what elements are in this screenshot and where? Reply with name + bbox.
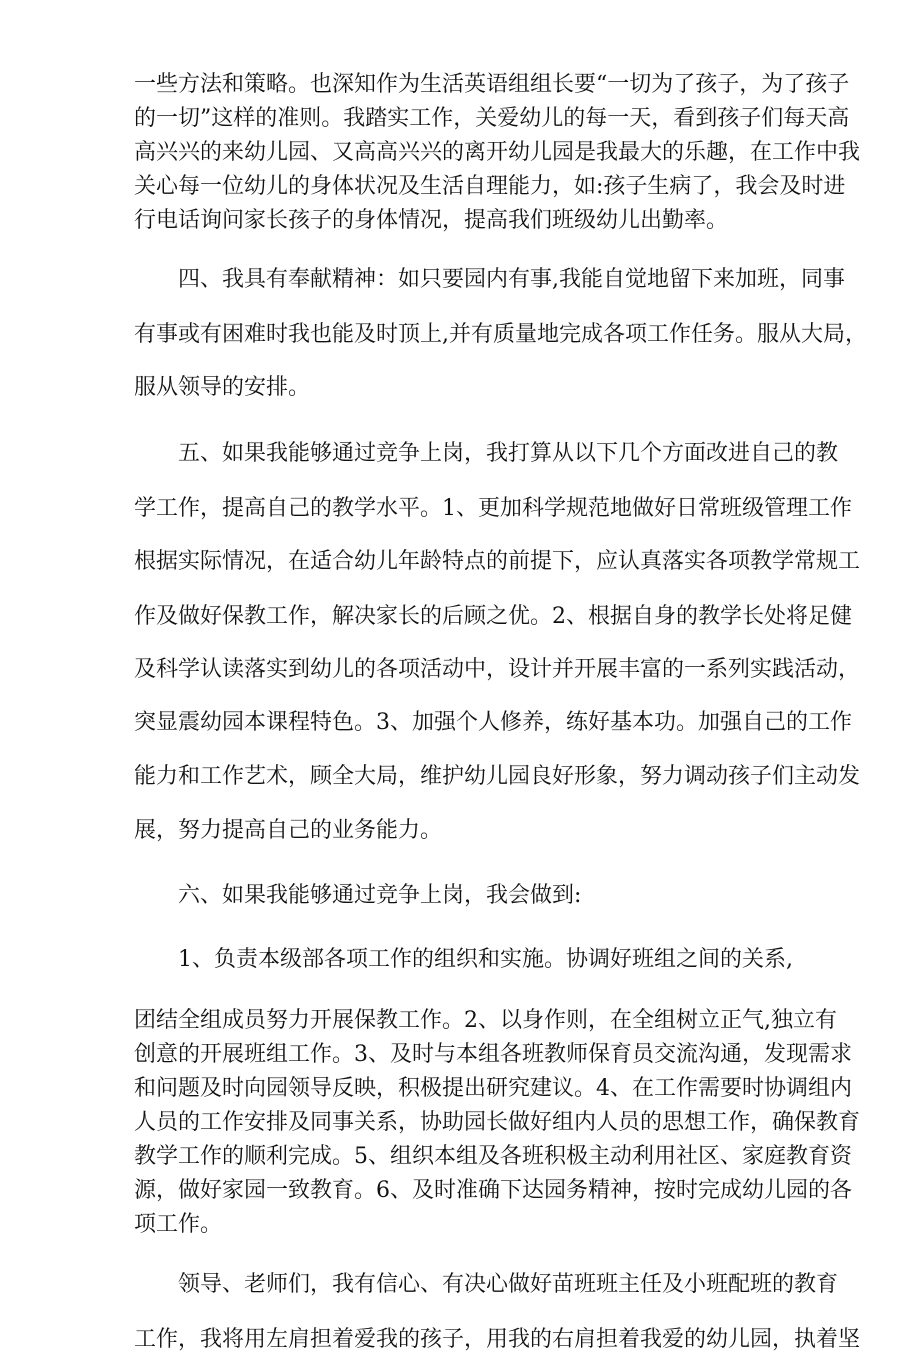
paragraph-line: 工作，我将用左肩担着爱我的孩子，用我的右肩担着我爱的幼儿园，执着坚: [134, 1327, 861, 1352]
paragraph-line: 人员的工作安排及同事关系，协助园长做好组内人员的思想工作，确保教育: [134, 1110, 861, 1135]
paragraph-line: 1、负责本级部各项工作的组织和实施。协调好班组之间的关系,: [178, 947, 793, 972]
paragraph-line: 五、如果我能够通过竞争上岗，我打算从以下几个方面改进自己的教: [178, 441, 839, 466]
paragraph-line: 源，做好家园一致教育。6、及时准确下达园务精神，按时完成幼儿园的各: [134, 1178, 852, 1203]
paragraph-line: 一些方法和策略。也深知作为生活英语组组长要“一切为了孩子，为了孩子: [134, 72, 850, 97]
paragraph-line: 有事或有困难时我也能及时顶上,并有质量地完成各项工作任务。服从大局，: [134, 322, 867, 347]
paragraph-line: 创意的开展班组工作。3、及时与本组各班教师保育员交流沟通，发现需求: [134, 1042, 852, 1067]
paragraph-line: 高兴兴的来幼儿园、又高高兴兴的离开幼儿园是我最大的乐趣，在工作中我: [134, 140, 861, 165]
paragraph-line: 突显震幼园本课程特色。3、加强个人修养，练好基本功。加强自己的工作: [134, 710, 852, 735]
paragraph-line: 展，努力提高自己的业务能力。: [134, 818, 443, 843]
paragraph-line: 领导、老师们，我有信心、有决心做好苗班班主任及小班配班的教育: [178, 1272, 839, 1297]
paragraph-line: 教学工作的顺利完成。5、组织本组及各班积极主动利用社区、家庭教育资: [134, 1144, 852, 1169]
paragraph-line: 四、我具有奉献精神：如只要园内有事,我能自觉地留下来加班，同事: [178, 267, 845, 292]
paragraph-line: 的一切”这样的准则。我踏实工作，关爱幼儿的每一天，看到孩子们每天高: [134, 106, 850, 131]
paragraph-line: 和问题及时向园领导反映，积极提出研究建议。4、在工作需要时协调组内: [134, 1076, 852, 1101]
paragraph-line: 团结全组成员努力开展保教工作。2、以身作则，在全组树立正气,独立有: [134, 1008, 837, 1033]
paragraph-line: 六、如果我能够通过竞争上岗，我会做到:: [178, 883, 582, 908]
paragraph-line: 作及做好保教工作，解决家长的后顾之优。2、根据自身的教学长处将足健: [134, 604, 852, 629]
paragraph-line: 能力和工作艺术，顾全大局，维护幼儿园良好形象，努力调动孩子们主动发: [134, 764, 861, 789]
paragraph-line: 行电话询问家长孩子的身体情况，提高我们班级幼儿出勤率。: [134, 208, 729, 233]
paragraph-line: 项工作。: [134, 1212, 223, 1237]
paragraph-line: 及科学认读落实到幼儿的各项活动中，设计并开展丰富的一系列实践活动，: [134, 657, 861, 682]
paragraph-line: 学工作，提高自己的教学水平。1、更加科学规范地做好日常班级管理工作: [134, 496, 852, 521]
paragraph-line: 服从领导的安排。: [134, 375, 311, 400]
paragraph-line: 根据实际情况，在适合幼儿年龄特点的前提下，应认真落实各项教学常规工: [134, 549, 861, 574]
paragraph-line: 关心每一位幼儿的身体状况及生活自理能力，如:孩子生病了，我会及时进: [134, 174, 846, 199]
